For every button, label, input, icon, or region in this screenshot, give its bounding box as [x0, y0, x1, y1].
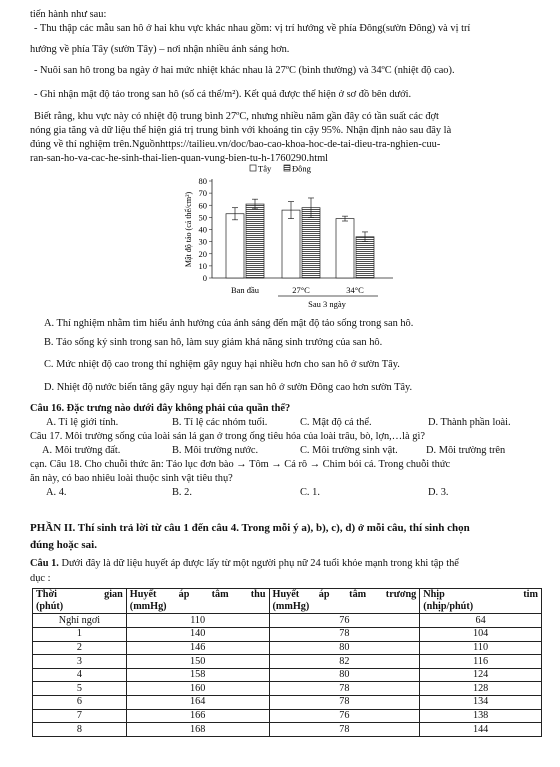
y-tick-label: 40: [198, 224, 207, 235]
table-cell: 78: [269, 682, 420, 696]
table-cell: 8: [33, 723, 127, 737]
question-16-text: Câu 16. Đặc trưng nào dưới đây không phải của quần thể?: [30, 403, 291, 414]
algae-density-chart: [178, 163, 398, 315]
question-1-stem: [30, 557, 545, 570]
option-b[interactable]: B. Tảo sống ký sinh trong san hô, làm suy giảm khả năng sinh trưởng của san hô.: [44, 337, 383, 348]
question-16-answers: [30, 416, 550, 429]
bar-tây-2: [336, 219, 354, 278]
table-cell: 3: [33, 655, 127, 669]
y-axis-label: Mật độ tảo (cá thể/cm²): [184, 191, 193, 268]
y-tick-label: 60: [198, 200, 207, 211]
y-tick-label: 20: [198, 248, 207, 259]
legend-label-tay: Tây: [258, 163, 272, 174]
q17-answer-a[interactable]: A. Môi trường đất.: [42, 445, 121, 456]
x-tick-label: Ban đầu: [230, 285, 260, 295]
table-cell: 7: [33, 709, 127, 723]
table-row: [33, 641, 542, 655]
x-tick-label: 34°C: [346, 285, 364, 295]
y-tick-label: 70: [198, 188, 207, 199]
table-row: [33, 614, 542, 628]
table-cell: 116: [420, 655, 542, 669]
q16-answer-c[interactable]: C. Mật độ cá thể.: [300, 417, 372, 428]
intro-line: - Ghi nhận mật độ tảo trong san hô (số cá thể/m²). Kết quả được thể hiện ở sơ đồ bên dưới.: [34, 89, 412, 100]
header-heart-rate: Nhịp tim (nhịp/phút): [420, 589, 542, 614]
group-label: Sau 3 ngày: [308, 299, 346, 309]
question-17-answers: [30, 444, 550, 457]
table-row: [33, 723, 542, 737]
table-cell: 160: [126, 682, 269, 696]
question-1-text: Dưới đây là dữ liệu huyết áp được lấy từ một người phụ nữ 24 tuổi khỏe mạnh trong khi tập thể: [58, 558, 459, 569]
table-cell: 164: [126, 696, 269, 710]
table-cell: 80: [269, 668, 420, 682]
option-c[interactable]: C. Mức nhiệt độ cao trong thí nghiệm gây nguy hại nhiều hơn cho san hô ở sườn Tây.: [44, 359, 400, 370]
table-cell: 158: [126, 668, 269, 682]
y-tick-label: 0: [202, 273, 207, 283]
legend-swatch-tay: [250, 165, 256, 171]
table-cell: 80: [269, 641, 420, 655]
table-cell: 124: [420, 668, 542, 682]
q17-answer-c[interactable]: C. Môi trường sinh vật.: [300, 445, 398, 456]
table-cell: 78: [269, 723, 420, 737]
bar-tây-1: [282, 210, 300, 278]
table-row: [33, 655, 542, 669]
table-cell: 144: [420, 723, 542, 737]
q18-answer-c[interactable]: C. 1.: [300, 487, 320, 498]
table-row: [33, 668, 542, 682]
part-2-heading: PHẦN II. Thí sinh trả lời từ câu 1 đến câu 4. Trong mỗi ý a), b), c), d) ở mỗi câu, thí sinh chọn: [30, 522, 470, 534]
table-row: [33, 628, 542, 642]
context-line: đúng về thí nghiệm trên.Nguồnhttps://tailieu.vn/doc/bao-cao-khoa-hoc-de-tai-dieu-tra-nghien-cuu-: [30, 139, 441, 150]
table-header-row: [33, 589, 542, 614]
legend-label-dong: Đông: [292, 163, 311, 174]
option-d[interactable]: D. Nhiệt độ nước biển tăng gây nguy hại đến rạn san hô ở sườn Đông cao hơn sườn Tây.: [44, 382, 413, 393]
table-cell: 76: [269, 614, 420, 628]
q16-answer-b[interactable]: B. Tỉ lệ các nhóm tuổi.: [172, 417, 268, 428]
table-cell: 4: [33, 668, 127, 682]
table-cell: 82: [269, 655, 420, 669]
q18-answer-b[interactable]: B. 2.: [172, 487, 192, 498]
intro-line: - Thu thập các mẫu san hô ở hai khu vực khác nhau gồm: vị trí hướng về phía Đông(sườn Đông) và vị trí: [34, 23, 471, 34]
question-1-label: Câu 1.: [30, 558, 59, 569]
table-cell: 128: [420, 682, 542, 696]
x-tick-label: 27°C: [292, 285, 310, 295]
y-tick-label: 30: [198, 236, 207, 247]
table-cell: 78: [269, 628, 420, 642]
table-cell: 166: [126, 709, 269, 723]
table-cell: 104: [420, 628, 542, 642]
q18-answer-d[interactable]: D. 3.: [428, 487, 449, 498]
bar-đông-2: [356, 237, 374, 278]
table-row: [33, 709, 542, 723]
table-cell: 146: [126, 641, 269, 655]
header-diastolic: Huyết áp tâm trương (mmHg): [269, 589, 420, 614]
bar-tây-0: [226, 214, 244, 278]
table-row: [33, 682, 542, 696]
bar-đông-1: [302, 208, 320, 278]
table-cell: 64: [420, 614, 542, 628]
table-cell: 110: [126, 614, 269, 628]
source-link: ran-san-ho-va-cac-he-sinh-thai-lien-quan-vung-bien-tu-h-1760290.html: [30, 153, 329, 164]
y-tick-label: 80: [198, 176, 207, 186]
table-cell: 2: [33, 641, 127, 655]
blood-pressure-table: [32, 588, 542, 737]
question-1-text: dục :: [30, 573, 51, 584]
q18-answer-a[interactable]: A. 4.: [46, 487, 67, 498]
q17-answer-b[interactable]: B. Môi trường nước.: [172, 445, 259, 456]
context-line: nóng gia tăng và dữ liệu thể hiện giá trị trung bình với khoảng tin cậy 95%. Nhận định nào sau đây là: [30, 125, 452, 136]
y-tick-label: 10: [198, 260, 207, 271]
table-cell: 78: [269, 696, 420, 710]
table-cell: 5: [33, 682, 127, 696]
table-cell: 134: [420, 696, 542, 710]
part-2-heading: đúng hoặc sai.: [30, 539, 97, 551]
table-cell: Nghỉ ngơi: [33, 614, 127, 628]
question-18-line: ăn này, có bao nhiêu loài thuộc sinh vật tiêu thụ?: [30, 473, 233, 484]
table-cell: 110: [420, 641, 542, 655]
q16-answer-a[interactable]: A. Tỉ lệ giới tính.: [46, 417, 119, 428]
y-tick-label: 50: [198, 212, 207, 223]
table-row: [33, 696, 542, 710]
question-18-answers: [30, 486, 550, 499]
table-cell: 138: [420, 709, 542, 723]
intro-line: - Nuôi san hô trong ba ngày ở hai mức nhiệt khác nhau là 27ºC (bình thường) và 34ºC (nhiệt độ cao).: [34, 65, 455, 76]
table-cell: 6: [33, 696, 127, 710]
question-18-line: cạn. Câu 18. Cho chuỗi thức ăn: Tảo lục đơn bào → Tôm → Cá rô → Chim bói cá. Trong chuỗi thức: [30, 459, 451, 470]
table-cell: 140: [126, 628, 269, 642]
table-cell: 76: [269, 709, 420, 723]
option-a[interactable]: A. Thí nghiệm nhằm tìm hiểu ảnh hưởng của ánh sáng đến mật độ tảo sống trong san hô.: [44, 318, 414, 329]
question-17-stem: [30, 430, 545, 443]
intro-line: tiến hành như sau:: [30, 9, 107, 20]
table-cell: 150: [126, 655, 269, 669]
q17-answer-d[interactable]: D. Môi trường trên: [426, 445, 506, 456]
intro-line: hướng về phía Tây (sườn Tây) – nơi nhận nhiều ánh sáng hơn.: [30, 44, 290, 55]
table-cell: 168: [126, 723, 269, 737]
context-line: Biết rằng, khu vực này có nhiệt độ trung bình 27ºC, nhưng nhiều năm gần đây có tần suất các đợt: [34, 111, 439, 122]
table-cell: 1: [33, 628, 127, 642]
question-16-stem: [30, 402, 545, 415]
header-time: Thời gian (phút): [33, 589, 127, 614]
question-17-text: Câu 17. Môi trường sống của loài sán lá gan ở trong ống tiêu hóa của loài trâu, bò, lợn,…là gì?: [30, 431, 425, 442]
header-systolic: Huyết áp tâm thu (mmHg): [126, 589, 269, 614]
legend-swatch-dong: [284, 165, 290, 171]
q16-answer-d[interactable]: D. Thành phần loài.: [428, 417, 511, 428]
bar-đông-0: [246, 204, 264, 278]
